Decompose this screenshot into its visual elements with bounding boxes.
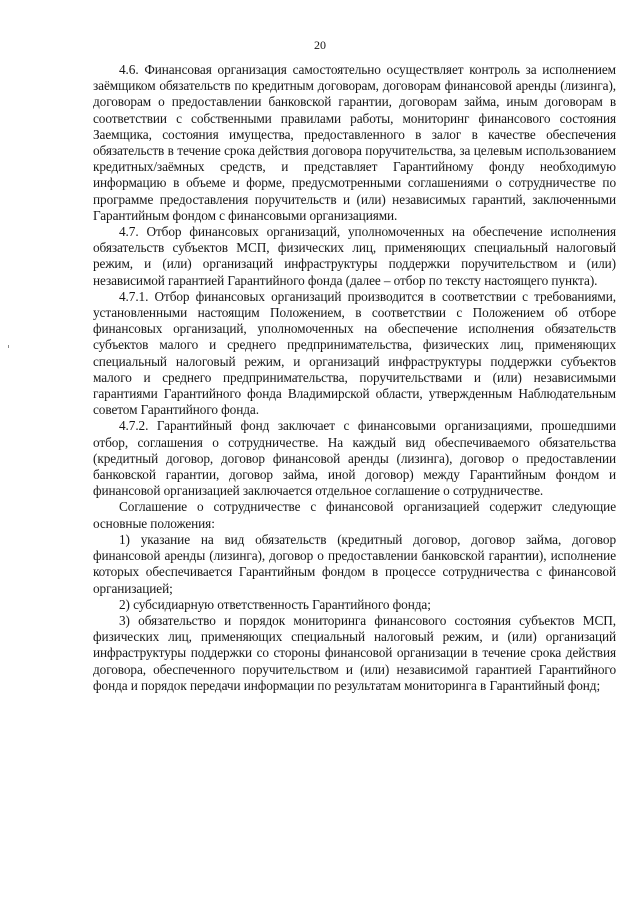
list-item-3: 3) обязательство и порядок мониторинга финансового состояния субъектов МСП, физических лиц, применяющих специальный налоговый режим, и (или) организаций инфраструктуры поддержки со стороны финансовой организации в течение срока действия договора, обеспеченного поручительством и (или) независимой гарантией Гарантийного фонда и порядок передачи информации по результатам мониторинга в Гарантийный фонд;: [93, 612, 616, 693]
list-item-2: 2) субсидиарную ответственность Гарантийного фонда;: [119, 596, 431, 612]
page-number: 20: [314, 38, 326, 52]
paragraph-agreement-intro: Соглашение о сотрудничестве с финансовой организацией содержит следующие основные положения:: [93, 499, 616, 531]
margin-mark: [8, 345, 9, 348]
paragraph-4-7: 4.7. Отбор финансовых организаций, уполномоченных на обеспечение исполнения обязательств субъектов МСП, физических лиц, применяющих специальный налоговый режим, и (или) организаций инфраструктуры поддержки поручительством и (или) независимой гарантией Гарантийного фонда (далее – отбор по тексту настоящего пункта).: [93, 224, 616, 288]
paragraph-4-7-2: 4.7.2. Гарантийный фонд заключает с финансовыми организациями, прошедшими отбор, соглашения о сотрудничестве. На каждый вид обеспечиваемого обязательства (кредитный договор, договор финансовой аренды (лизинга), договор о предоставлении банковской гарантии, договор займа, иной договор) между Гарантийным фондом и финансовой организацией заключается отдельное соглашение о сотрудничестве.: [93, 418, 616, 499]
document-body: [93, 62, 616, 694]
paragraph-4-7-1: 4.7.1. Отбор финансовых организаций производится в соответствии с требованиями, установленными настоящим Положением, в соответствии с Положением об отборе финансовых организаций, уполномоченных на обеспечение исполнения обязательств субъектов малого и среднего предпринимательства, физических лиц, применяющих специальный налоговый режим, и организаций инфраструктуры поддержки субъектов малого и среднего предпринимательства, поручительствами и (или) независимыми гарантиями Гарантийного фонда Владимирской области, утвержденным Наблюдательным советом Гарантийного фонда.: [93, 288, 616, 418]
paragraph-4-6: 4.6. Финансовая организация самостоятельно осуществляет контроль за исполнением заёмщиком обязательств по кредитным договорам, договорам финансовой аренды (лизинга), договорам о предоставлении банковской гарантии, договорам займа, иным договорам в соответствии с собственными правилами работы, мониторинг финансового состояния Заемщика, состояния имущества, предоставленного в залог в качестве обеспечения обязательств в течение срока действия договора поручительства, за целевым использованием кредитных/заёмных средств, и представляет Гарантийному фонду необходимую информацию в объеме и форме, предусмотренными соглашениями о сотрудничестве по программе предоставления поручительств и (или) независимых гарантий, заключенными Гарантийным фондом с финансовыми организациями.: [93, 62, 616, 223]
list-item-1: 1) указание на вид обязательств (кредитный договор, договор займа, договор финансовой аренды (лизинга), договор о предоставлении банковской гарантии), исполнение которых обеспечивается Гарантийным фондом в процессе сотрудничества с финансовой организацией;: [93, 531, 616, 596]
